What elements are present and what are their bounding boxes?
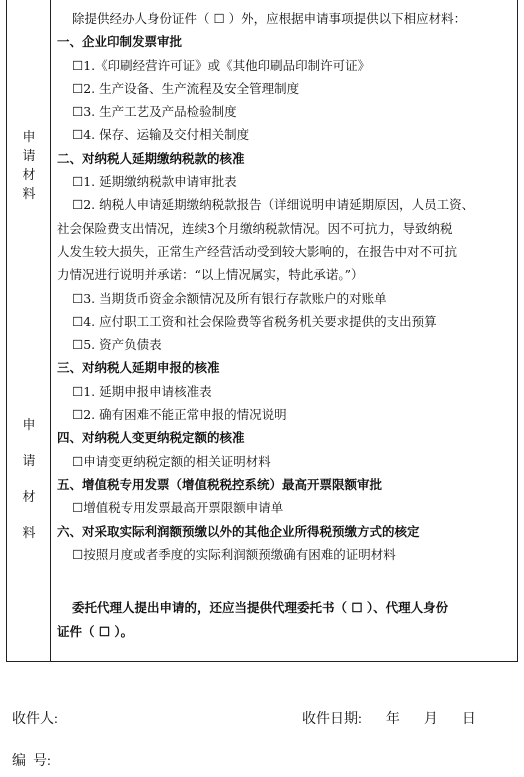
side-char: 请 — [22, 454, 36, 469]
checkbox-item[interactable]: ☐1.《印刷经营许可证》或《其他印刷品印制许可证》 — [72, 57, 371, 73]
agent-notice-line-2: 证件（ ☐ ）。 — [57, 624, 134, 639]
side-char: 请 — [22, 149, 36, 164]
checkbox-item[interactable]: ☐4. 保存、运输及交付相关制度 — [72, 127, 250, 143]
receive-date — [302, 708, 476, 728]
checkbox-item[interactable]: ☐1. 延期申报申请核准表 — [72, 383, 212, 399]
checkbox-item[interactable]: ☐2. 确有困难不能正常申报的情况说明 — [72, 407, 287, 423]
month-label: 月 — [423, 712, 438, 727]
section-2-title: 二、对纳税人延期缴纳税款的核准 — [57, 150, 245, 166]
materials-list — [57, 7, 512, 566]
section-3-title: 三、对纳税人延期申报的核准 — [57, 360, 220, 376]
section-6-title: 六、对采取实际利润额预缴以外的其他企业所得税预缴方式的核定 — [57, 523, 420, 539]
receiver-label: 收件人: — [12, 712, 58, 727]
side-char: 申 — [22, 130, 36, 145]
agent-notice — [57, 596, 512, 644]
receive-date-label: 收件日期: — [302, 712, 362, 727]
item-continuation: 社会保险费支出情况，连续3个月缴纳税款情况。因不可抗力，导致纳税 — [57, 220, 453, 236]
intro-text: 除提供经办人身份证件（ ☐ ）外，应根据申请事项提供以下相应材料： — [72, 11, 467, 26]
column-divider — [50, 0, 51, 662]
side-char: 材 — [22, 490, 36, 505]
checkbox-item[interactable]: ☐增值税专用发票最高开票限额申请单 — [72, 500, 284, 516]
serial-label — [12, 750, 51, 770]
checkbox-item[interactable]: ☐3. 生产工艺及产品检验制度 — [72, 104, 237, 120]
item-continuation: 力情况进行说明并承诺：“以上情况属实，特此承诺。”） — [57, 267, 364, 283]
side-char: 料 — [22, 526, 36, 541]
checkbox-item[interactable]: ☐4. 应付职工工资和社会保险费等省税务机关要求提供的支出预算 — [72, 313, 437, 329]
section-1-title: 一、企业印制发票审批 — [57, 34, 183, 50]
serial-text: 编 号: — [12, 754, 51, 769]
section-4-title: 四、对纳税人变更纳税定额的核准 — [57, 430, 245, 446]
side-label-lower — [19, 408, 39, 552]
checkbox-item[interactable]: ☐申请变更纳税定额的相关证明材料 — [72, 453, 271, 469]
side-label-upper — [19, 128, 39, 204]
section-5-title: 五、增值税专用发票（增值税税控系统）最高开票限额审批 — [57, 476, 383, 492]
agent-notice-line-1: 委托代理人提出申请的，还应当提供代理委托书（ ☐ ）、代理人身份 — [72, 600, 449, 615]
checkbox-item[interactable]: ☐3. 当期货币资金余额情况及所有银行存款账户的对账单 — [72, 290, 387, 306]
item-continuation: 人发生较大损失，正常生产经营活动受到较大影响的，在报告中对不可抗 — [57, 243, 458, 259]
side-char: 申 — [22, 418, 36, 433]
checkbox-item[interactable]: ☐1. 延期缴纳税款申请审批表 — [72, 174, 237, 190]
side-char: 材 — [22, 168, 36, 183]
checkbox-item[interactable]: ☐5. 资产负债表 — [72, 337, 162, 353]
day-label: 日 — [461, 712, 476, 727]
checkbox-item[interactable]: ☐按照月度或者季度的实际利润额预缴确有困难的证明材料 — [72, 546, 396, 562]
year-label: 年 — [385, 712, 400, 727]
side-char: 料 — [22, 187, 36, 202]
checkbox-item[interactable]: ☐2. 生产设备、生产流程及安全管理制度 — [72, 80, 300, 96]
checkbox-item[interactable]: ☐2. 纳税人申请延期缴纳税款报告（详细说明申请延期原因，人员工资、 — [72, 197, 475, 213]
